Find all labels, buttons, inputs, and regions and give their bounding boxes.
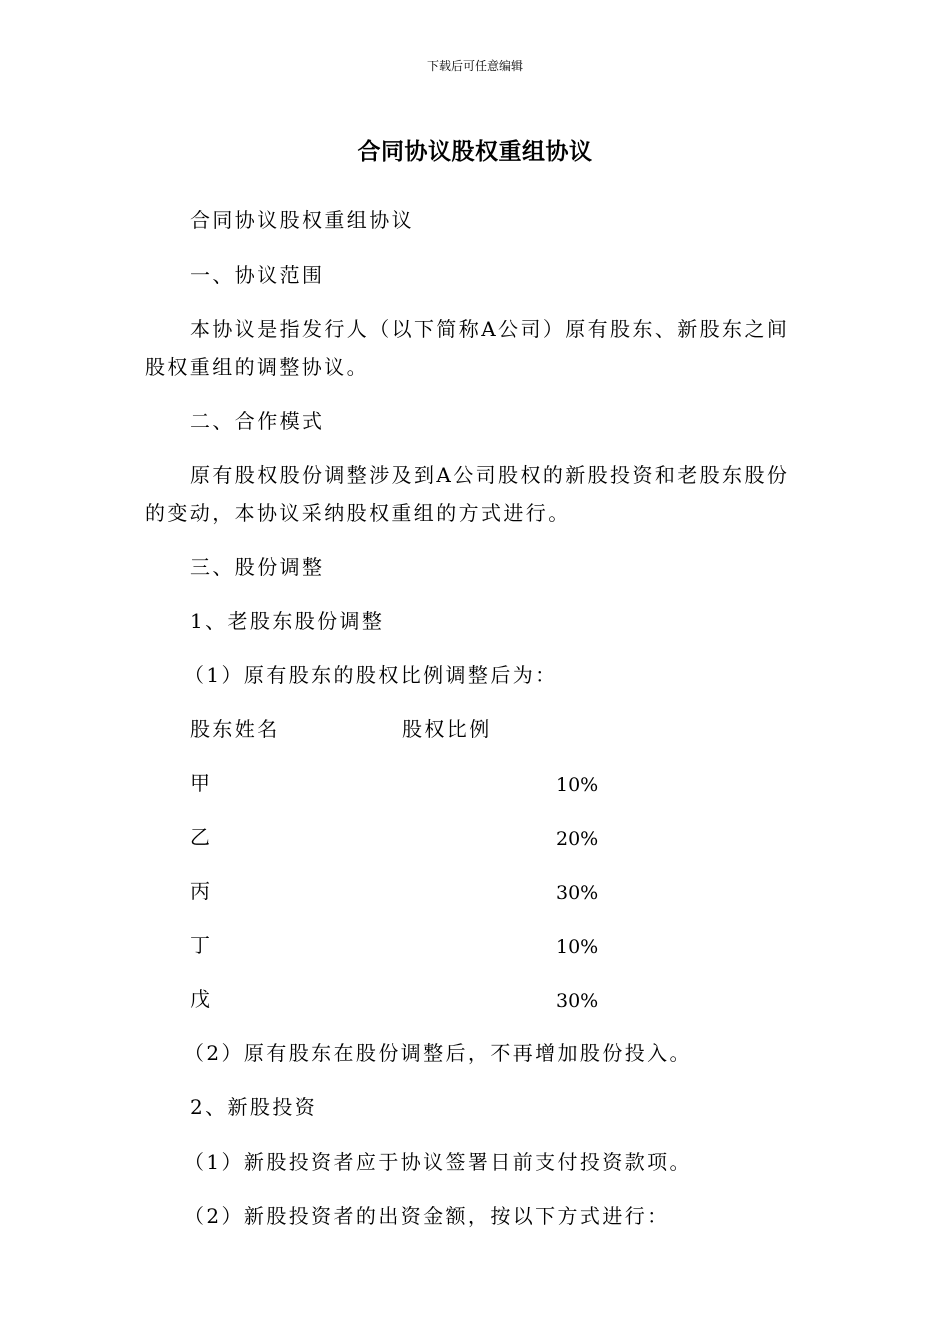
shareholder-ratio: 30% <box>556 882 599 904</box>
paragraph-cooperation-line-2: 的变动，本协议采纳股权重组的方式进行。 <box>145 501 571 525</box>
section-heading-scope: 一、协议范围 <box>190 263 325 287</box>
clause-payment-deadline: （1）新股投资者应于协议签署日前支付投资款项。 <box>184 1150 692 1174</box>
paragraph-scope-line-1: 本协议是指发行人（以下简称A公司）原有股东、新股东之间 <box>190 317 790 341</box>
section-heading-share-adjustment: 三、股份调整 <box>190 555 325 579</box>
shareholder-ratio: 10% <box>556 936 599 958</box>
shareholder-ratio: 20% <box>556 828 599 850</box>
shareholder-name: 丁 <box>190 933 213 957</box>
clause-ratio-adjustment: （1）原有股东的股权比例调整后为： <box>184 663 558 687</box>
shareholder-ratio: 30% <box>556 990 599 1012</box>
document-title: 合同协议股权重组协议 <box>357 139 593 165</box>
clause-no-further-investment: （2）原有股东在股份调整后，不再增加股份投入。 <box>184 1041 692 1065</box>
paragraph-subtitle: 合同协议股权重组协议 <box>190 208 414 232</box>
shareholder-name: 甲 <box>190 771 213 795</box>
shareholder-name: 戊 <box>190 987 213 1011</box>
header-note: 下载后可任意编辑 <box>426 59 523 73</box>
table-header-name: 股东姓名 <box>190 717 280 741</box>
clause-contribution-method: （2）新股投资者的出资金额，按以下方式进行： <box>184 1204 670 1228</box>
table-header-ratio: 股权比例 <box>402 717 492 741</box>
subsection-old-shareholders: 1、老股东股份调整 <box>190 609 385 633</box>
shareholder-name: 乙 <box>190 825 213 849</box>
paragraph-scope-line-2: 股权重组的调整协议。 <box>145 355 369 379</box>
shareholder-ratio: 10% <box>556 774 599 796</box>
shareholder-name: 丙 <box>190 879 213 903</box>
paragraph-cooperation-line-1: 原有股权股份调整涉及到A公司股权的新股投资和老股东股份 <box>190 463 790 487</box>
subsection-new-share-investment: 2、新股投资 <box>190 1095 318 1119</box>
section-heading-cooperation: 二、合作模式 <box>190 409 325 433</box>
